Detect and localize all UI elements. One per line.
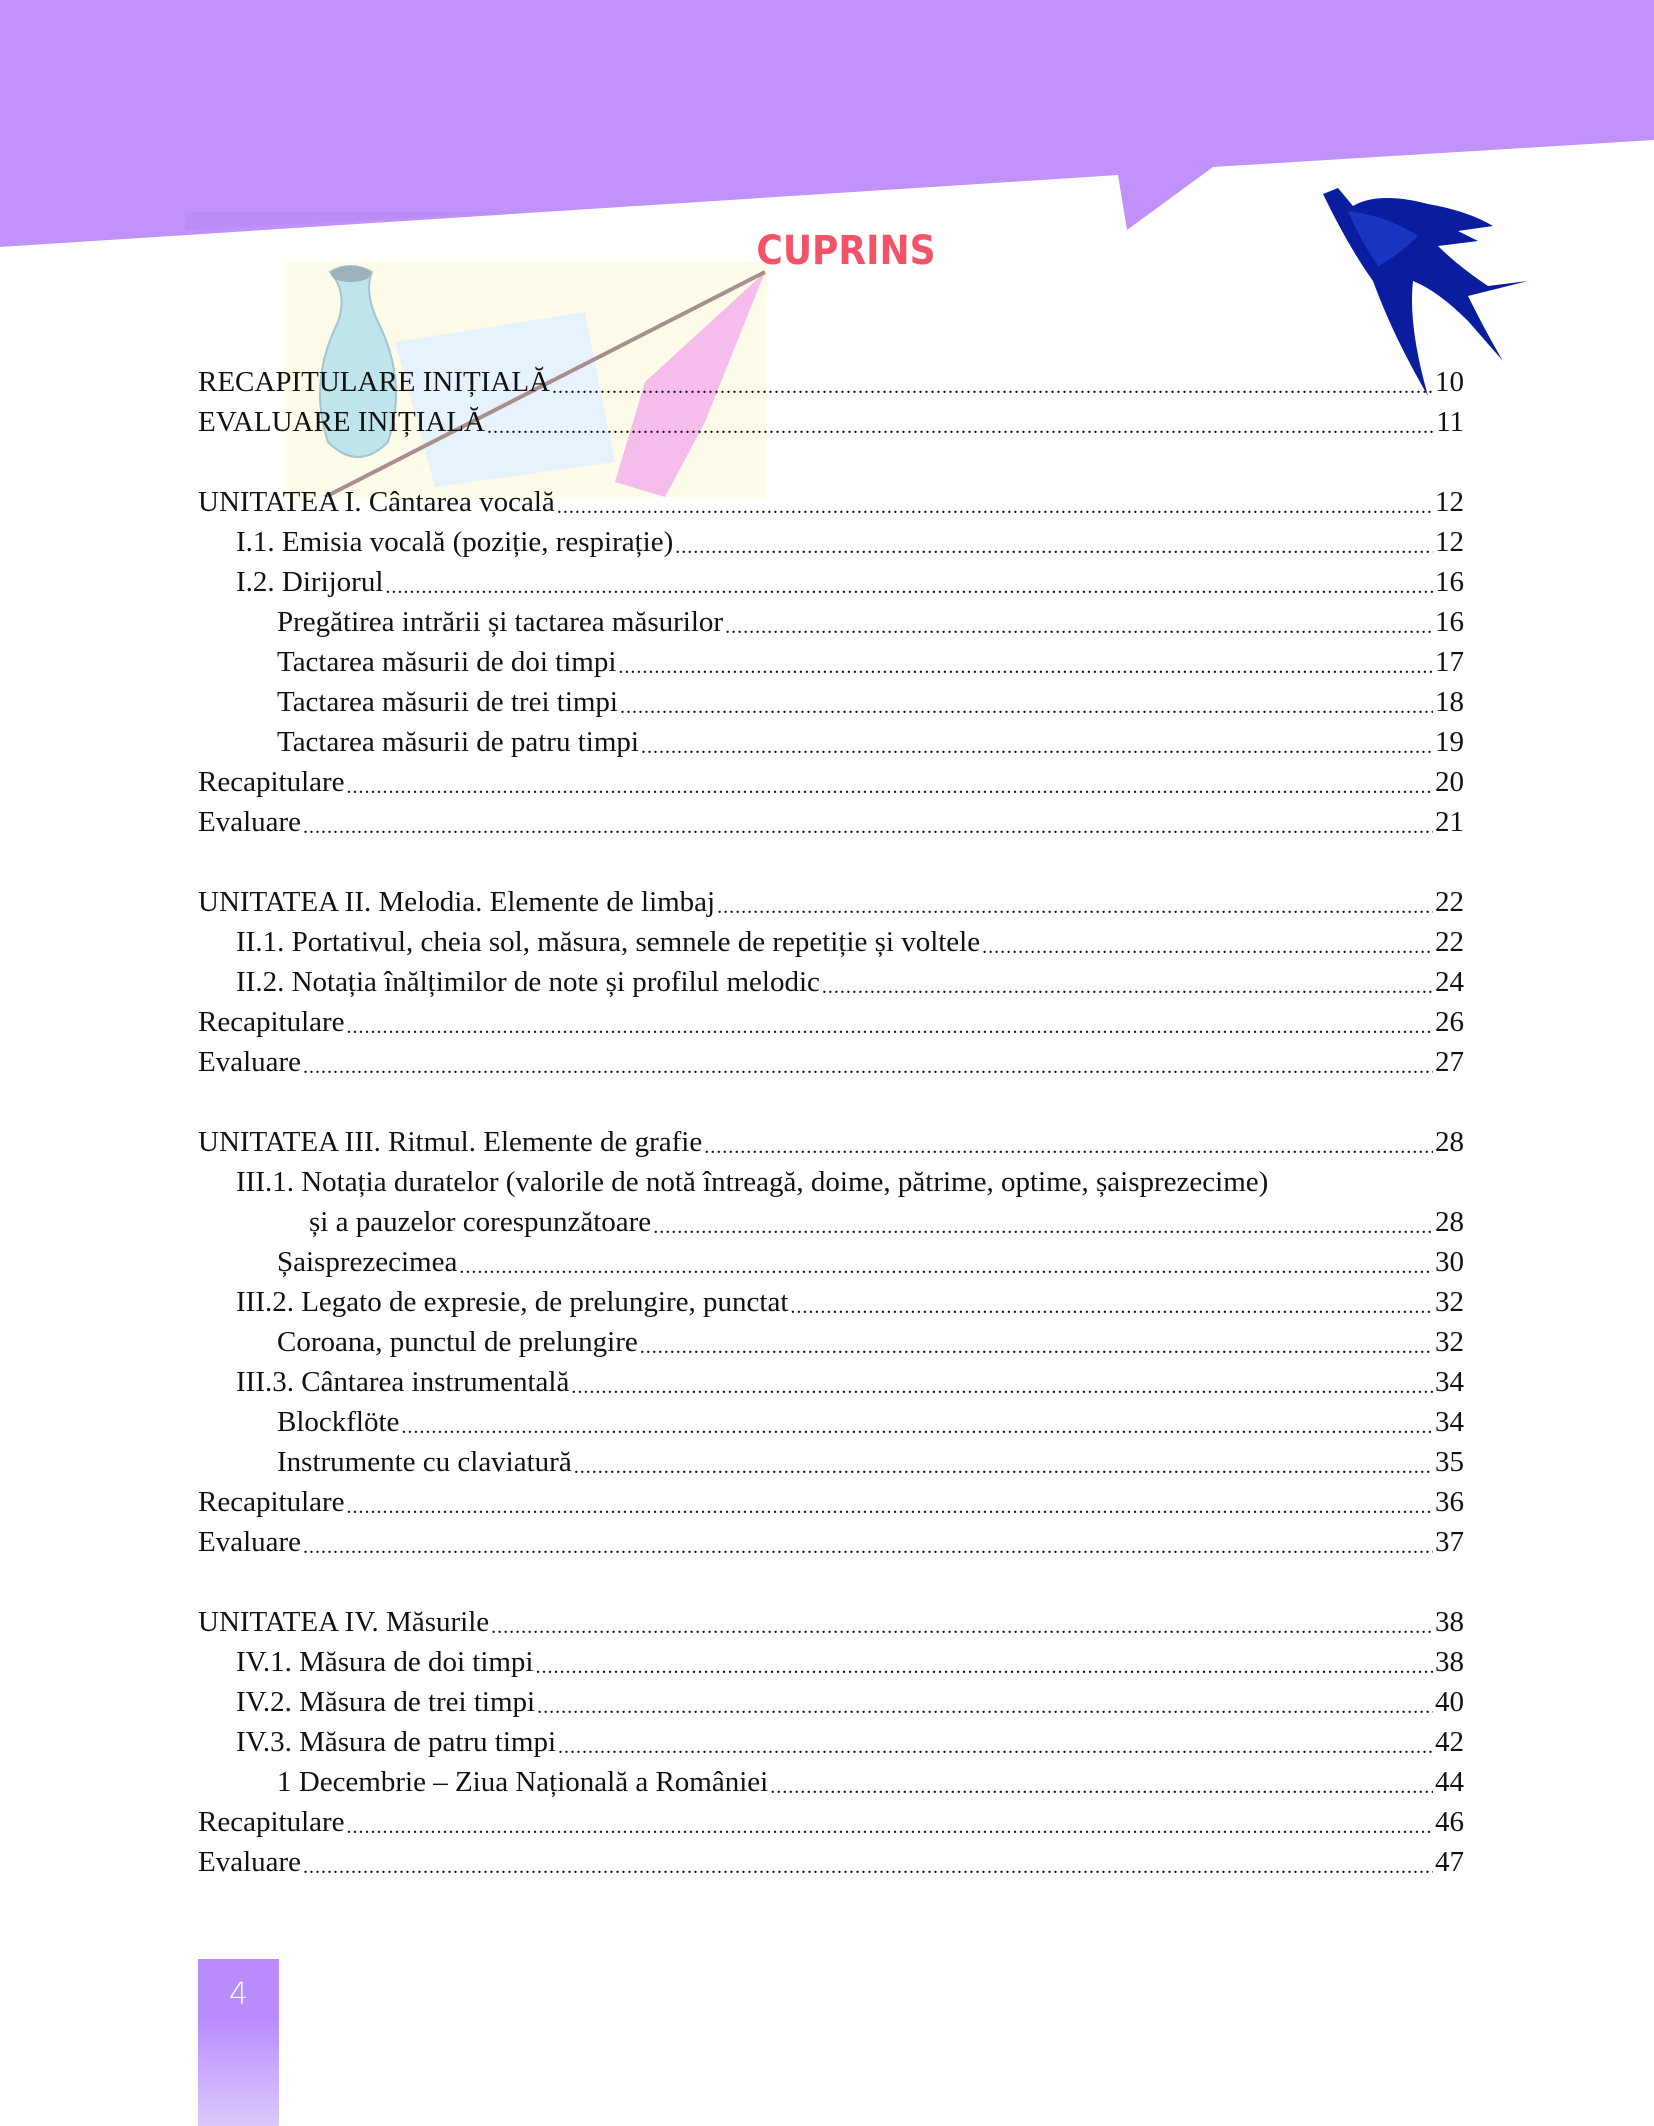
dot-leader bbox=[571, 1366, 1433, 1399]
toc-entry-page: 18 bbox=[1435, 685, 1464, 718]
dot-leader bbox=[303, 806, 1433, 839]
toc-entry-page: 32 bbox=[1435, 1325, 1464, 1358]
toc-entry-title: Tactarea măsurii de patru timpi bbox=[277, 725, 639, 758]
toc-entry-title: Recapitulare bbox=[198, 1005, 345, 1038]
toc-entry[interactable] bbox=[198, 1282, 1464, 1322]
toc-entry-title: EVALUARE INIȚIALĂ bbox=[198, 405, 485, 438]
dot-leader bbox=[558, 1726, 1433, 1759]
dot-leader bbox=[303, 1046, 1433, 1079]
page-number-tab bbox=[198, 1959, 279, 2126]
dot-leader bbox=[552, 366, 1433, 399]
dot-leader bbox=[536, 1646, 1434, 1679]
toc-spacer bbox=[198, 842, 1464, 882]
toc-entry[interactable] bbox=[198, 1362, 1464, 1402]
toc-entry-page: 11 bbox=[1436, 405, 1464, 438]
toc-entry[interactable] bbox=[198, 682, 1464, 722]
toc-entry[interactable] bbox=[198, 1482, 1464, 1522]
dot-leader bbox=[347, 1806, 1433, 1839]
page-number: 4 bbox=[228, 1977, 249, 2012]
dot-leader bbox=[491, 1606, 1433, 1639]
toc-entry[interactable] bbox=[198, 1322, 1464, 1362]
toc-entry-title: II.2. Notația înălțimilor de note și profilul melodic bbox=[236, 965, 820, 998]
toc-entry-page: 38 bbox=[1435, 1605, 1464, 1638]
toc-entry[interactable] bbox=[198, 722, 1464, 762]
toc-entry-title: Evaluare bbox=[198, 805, 302, 838]
toc-spacer bbox=[198, 442, 1464, 482]
page-title: CUPRINS bbox=[756, 228, 936, 274]
toc-entry-page: 19 bbox=[1435, 725, 1464, 758]
toc-entry-title: Evaluare bbox=[198, 1045, 302, 1078]
toc-entry-page: 20 bbox=[1435, 765, 1464, 798]
toc-entry-page: 24 bbox=[1435, 965, 1464, 998]
dot-leader bbox=[620, 686, 1433, 719]
toc-entry[interactable] bbox=[198, 1202, 1464, 1242]
toc-entry-title: Instrumente cu claviatură bbox=[277, 1445, 572, 1478]
toc-entry[interactable] bbox=[198, 1442, 1464, 1482]
toc-entry-title: IV.3. Măsura de patru timpi bbox=[236, 1725, 557, 1758]
toc-entry-title: UNITATEA IV. Măsurile bbox=[198, 1605, 490, 1638]
dot-leader bbox=[653, 1206, 1433, 1239]
toc-entry[interactable] bbox=[198, 1722, 1464, 1762]
toc-entry-title: Tactarea măsurii de doi timpi bbox=[277, 645, 617, 678]
toc-entry-title: Tactarea măsurii de trei timpi bbox=[277, 685, 618, 718]
dot-leader bbox=[675, 526, 1433, 559]
dot-leader bbox=[822, 966, 1433, 999]
dot-leader bbox=[347, 1006, 1433, 1039]
toc-entry-title: III.2. Legato de expresie, de prelungire, punctat bbox=[236, 1285, 789, 1318]
toc-entry[interactable] bbox=[198, 522, 1464, 562]
toc-entry-title: III.1. Notația duratelor (valorile de notă întreagă, doime, pătrime, optime, șaisprezecime) bbox=[236, 1165, 1269, 1198]
dot-leader bbox=[459, 1246, 1433, 1279]
toc-entry[interactable] bbox=[198, 922, 1464, 962]
toc-entry[interactable] bbox=[198, 1602, 1464, 1642]
toc-entry-title: Evaluare bbox=[198, 1525, 302, 1558]
toc-entry[interactable] bbox=[198, 1642, 1464, 1682]
toc-entry-page: 46 bbox=[1435, 1805, 1464, 1838]
toc-entry-page: 37 bbox=[1435, 1525, 1464, 1558]
toc-entry-page: 12 bbox=[1435, 525, 1464, 558]
dot-leader bbox=[487, 406, 1434, 439]
toc-entry[interactable] bbox=[198, 602, 1464, 642]
toc-entry[interactable] bbox=[198, 1802, 1464, 1842]
toc-entry-page: 34 bbox=[1435, 1405, 1464, 1438]
toc-entry-title: IV.1. Măsura de doi timpi bbox=[236, 1645, 534, 1678]
dot-leader bbox=[303, 1526, 1433, 1559]
dot-leader bbox=[618, 646, 1433, 679]
toc-entry-title: I.2. Dirijorul bbox=[236, 565, 384, 598]
toc-entry-title: Evaluare bbox=[198, 1845, 302, 1878]
toc-entry[interactable] bbox=[198, 482, 1464, 522]
toc-entry[interactable] bbox=[198, 1522, 1464, 1562]
toc-entry-title: 1 Decembrie – Ziua Națională a României bbox=[277, 1765, 769, 1798]
toc-entry-page: 47 bbox=[1435, 1845, 1464, 1878]
toc-entry-title: II.1. Portativul, cheia sol, măsura, semnele de repetiție și voltele bbox=[236, 925, 981, 958]
dot-leader bbox=[717, 886, 1433, 919]
toc-entry-title: Recapitulare bbox=[198, 1805, 345, 1838]
toc-entry-title: Șaisprezecimea bbox=[277, 1245, 458, 1278]
dot-leader bbox=[641, 726, 1433, 759]
toc-entry-title: UNITATEA II. Melodia. Elemente de limbaj bbox=[198, 885, 716, 918]
toc-entry-title: Recapitulare bbox=[198, 765, 345, 798]
toc-entry-page: 32 bbox=[1435, 1285, 1464, 1318]
toc-entry-title: III.3. Cântarea instrumentală bbox=[236, 1365, 570, 1398]
toc-entry[interactable] bbox=[198, 1002, 1464, 1042]
toc-entry[interactable] bbox=[198, 802, 1464, 842]
toc-entry[interactable] bbox=[198, 362, 1464, 402]
dot-leader bbox=[574, 1446, 1433, 1479]
toc-entry[interactable] bbox=[198, 762, 1464, 802]
toc-entry-page: 42 bbox=[1435, 1725, 1464, 1758]
dot-leader bbox=[385, 566, 1433, 599]
toc-entry-page: 16 bbox=[1435, 605, 1464, 638]
toc-entry[interactable] bbox=[198, 1842, 1464, 1882]
toc-entry[interactable] bbox=[198, 1762, 1464, 1802]
toc-entry[interactable] bbox=[198, 882, 1464, 922]
toc-entry[interactable] bbox=[198, 1402, 1464, 1442]
table-of-contents bbox=[198, 362, 1464, 1882]
toc-entry-page: 44 bbox=[1435, 1765, 1464, 1798]
dot-leader bbox=[640, 1326, 1433, 1359]
toc-entry[interactable] bbox=[198, 642, 1464, 682]
toc-entry-page: 17 bbox=[1435, 645, 1464, 678]
toc-entry[interactable] bbox=[198, 1122, 1464, 1162]
toc-entry-title: IV.2. Măsura de trei timpi bbox=[236, 1685, 536, 1718]
dot-leader bbox=[770, 1766, 1433, 1799]
toc-entry-page: 16 bbox=[1435, 565, 1464, 598]
toc-entry-title: UNITATEA I. Cântarea vocală bbox=[198, 485, 555, 518]
toc-spacer bbox=[198, 1562, 1464, 1602]
dot-leader bbox=[401, 1406, 1433, 1439]
toc-entry-page: 34 bbox=[1435, 1365, 1464, 1398]
toc-entry-page: 30 bbox=[1435, 1245, 1464, 1278]
toc-entry[interactable] bbox=[198, 1042, 1464, 1082]
toc-entry-page: 21 bbox=[1435, 805, 1464, 838]
toc-entry-title: I.1. Emisia vocală (poziție, respirație) bbox=[236, 525, 674, 558]
toc-entry-title: RECAPITULARE INIȚIALĂ bbox=[198, 365, 550, 398]
toc-entry-page: 40 bbox=[1435, 1685, 1464, 1718]
toc-entry-page: 22 bbox=[1435, 925, 1464, 958]
toc-entry[interactable] bbox=[198, 402, 1464, 442]
dot-leader bbox=[303, 1846, 1433, 1879]
toc-entry-page: 28 bbox=[1435, 1205, 1464, 1238]
toc-entry[interactable] bbox=[198, 1242, 1464, 1282]
dot-leader bbox=[704, 1126, 1433, 1159]
toc-spacer bbox=[198, 1082, 1464, 1122]
toc-entry-title: UNITATEA III. Ritmul. Elemente de grafie bbox=[198, 1125, 703, 1158]
dot-leader bbox=[537, 1686, 1433, 1719]
dot-leader bbox=[347, 766, 1433, 799]
dot-leader bbox=[790, 1286, 1433, 1319]
dot-leader bbox=[725, 606, 1433, 639]
toc-entry-title: Pregătirea intrării și tactarea măsurilor bbox=[277, 605, 724, 638]
toc-entry[interactable] bbox=[198, 1162, 1464, 1202]
toc-entry-title: și a pauzelor corespunzătoare bbox=[309, 1205, 652, 1238]
toc-entry-title: Blockflöte bbox=[277, 1405, 400, 1438]
toc-entry-title: Coroana, punctul de prelungire bbox=[277, 1325, 638, 1358]
dot-leader bbox=[557, 486, 1433, 519]
toc-entry-page: 28 bbox=[1435, 1125, 1464, 1158]
dot-leader bbox=[982, 926, 1433, 959]
toc-entry-page: 35 bbox=[1435, 1445, 1464, 1478]
toc-entry-page: 38 bbox=[1435, 1645, 1464, 1678]
toc-entry-page: 27 bbox=[1435, 1045, 1464, 1078]
toc-entry-page: 22 bbox=[1435, 885, 1464, 918]
toc-entry[interactable] bbox=[198, 962, 1464, 1002]
toc-entry-page: 36 bbox=[1435, 1485, 1464, 1518]
toc-entry[interactable] bbox=[198, 562, 1464, 602]
dot-leader bbox=[347, 1486, 1433, 1519]
toc-entry-page: 26 bbox=[1435, 1005, 1464, 1038]
toc-entry[interactable] bbox=[198, 1682, 1464, 1722]
toc-entry-page: 10 bbox=[1435, 365, 1464, 398]
toc-entry-page: 12 bbox=[1435, 485, 1464, 518]
toc-entry-title: Recapitulare bbox=[198, 1485, 345, 1518]
